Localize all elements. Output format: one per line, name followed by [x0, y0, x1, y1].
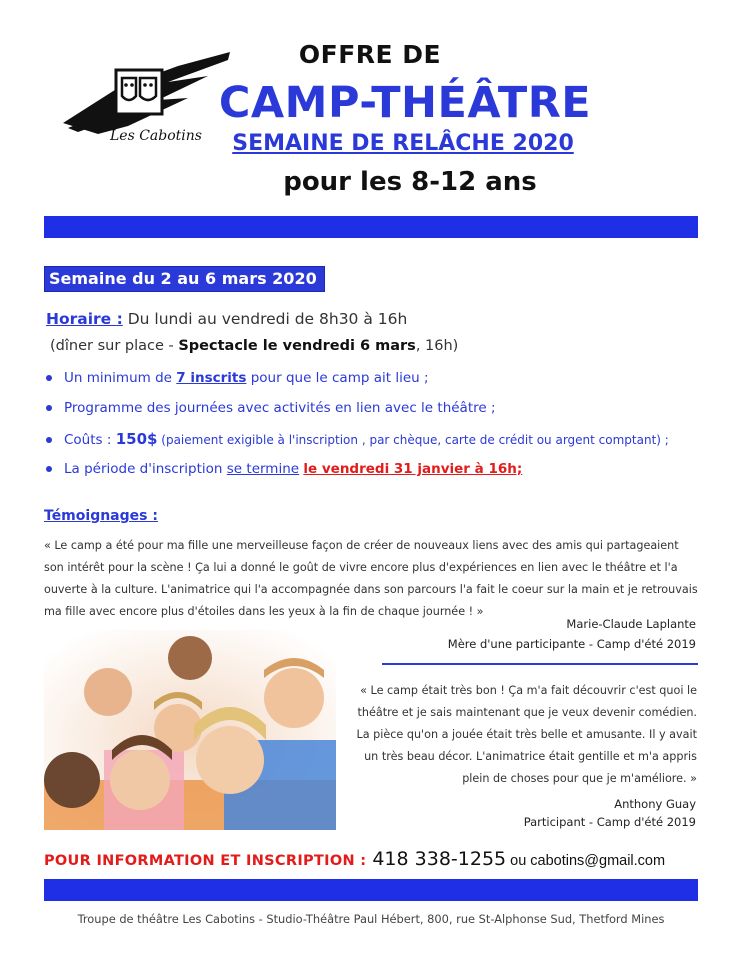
contact-line [44, 848, 665, 870]
bullet-minimum [46, 370, 429, 386]
bullet-text: Un minimum de [64, 370, 177, 386]
bottom-blue-band [44, 879, 698, 901]
price: 150$ [115, 430, 158, 448]
testimonial-role-2: Participant - Camp d'été 2019 [523, 815, 696, 829]
bullet-text: Coûts : [64, 432, 116, 448]
testimonial-author-1: Marie-Claude Laplante [566, 617, 696, 631]
semaine-relache-subtitle: SEMAINE DE RELÂCHE 2020 [232, 131, 574, 156]
testimonial-quote-1: « Le camp a été pour ma fille une merveilleuse façon de créer de nouveaux liens avec des amis qui partageaient son intérêt pour la scène ! Ça lui a donné le goût de vivre encore plus d'expériences en lien avec le théâtre et l'a ouverte à la culture. L'animatrice qui l'a accompagnée dans son parcours l'a fait le coeur sur la main et je retrouvais ma fille avec encore plus d'étoiles dans les yeux à la fin de chaque journée ! » [44, 539, 698, 618]
email-address[interactable]: ou cabotins@gmail.com [510, 853, 666, 869]
week-banner: Semaine du 2 au 6 mars 2020 [44, 266, 325, 292]
deadline: le vendredi 31 janvier à 16h; [303, 461, 523, 477]
bullet-dot-icon [46, 405, 52, 411]
bullet-text: pour que le camp ait lieu ; [246, 370, 429, 386]
show-date: Spectacle le vendredi 6 mars [178, 338, 416, 354]
schedule-line [46, 310, 407, 328]
note-part: , 16h) [415, 338, 459, 354]
bullet-text: Programme des journées avec activités en lien avec le théâtre ; [64, 400, 496, 416]
bullet-emphasis: 7 inscrits [176, 370, 247, 386]
bullet-dot-icon [46, 466, 52, 472]
camp-theatre-title: CAMP-THÉÂTRE [218, 78, 592, 128]
bullet-dot-icon [46, 375, 52, 381]
bullet-programme [46, 400, 496, 416]
testimonials-title: Témoignages : [44, 508, 158, 524]
phone-number[interactable]: 418 338-1255 [372, 848, 507, 870]
bullet-text: La période d'inscription [64, 461, 227, 477]
footer-address: Troupe de théâtre Les Cabotins - Studio-Théâtre Paul Hébert, 800, rue St-Alphonse Sud, Thetford Mines [77, 912, 665, 926]
payment-note: (paiement exigible à l'inscription , par chèque, carte de crédit ou argent comptant) ; [157, 433, 669, 447]
schedule-label: Horaire : [46, 310, 123, 328]
schedule-text: Du lundi au vendredi de 8h30 à 16h [127, 310, 408, 328]
bullet-couts [46, 430, 669, 448]
testimonial-author-2: Anthony Guay [614, 797, 696, 811]
children-photo [44, 630, 336, 830]
bullet-dot-icon [46, 437, 52, 443]
contact-label: POUR INFORMATION ET INSCRIPTION : [44, 853, 367, 869]
bullet-text: se termine [226, 461, 300, 477]
les-cabotins-logo [58, 48, 233, 158]
testimonial-quote-2: « Le camp était très bon ! Ça m'a fait découvrir c'est quoi le théâtre et je sais maintenant que je veux devenir comédien. La pièce qu'on a jouée était très belle et amusante. Il y avait un très beau décor. L'animatrice était gentille et m'a appris plein de choses pour que je m'améliore. » [356, 684, 697, 785]
testimonial-role-1: Mère d'une participante - Camp d'été 2019 [447, 637, 696, 651]
schedule-note [50, 338, 458, 354]
logo-text: Les Cabotins [110, 128, 202, 144]
testimonial-divider [382, 663, 698, 665]
age-range: pour les 8-12 ans [283, 167, 537, 197]
bullet-inscription [46, 461, 522, 477]
offre-heading: OFFRE DE [298, 40, 442, 69]
top-blue-band [44, 216, 698, 238]
note-part: (dîner sur place - [50, 338, 179, 354]
